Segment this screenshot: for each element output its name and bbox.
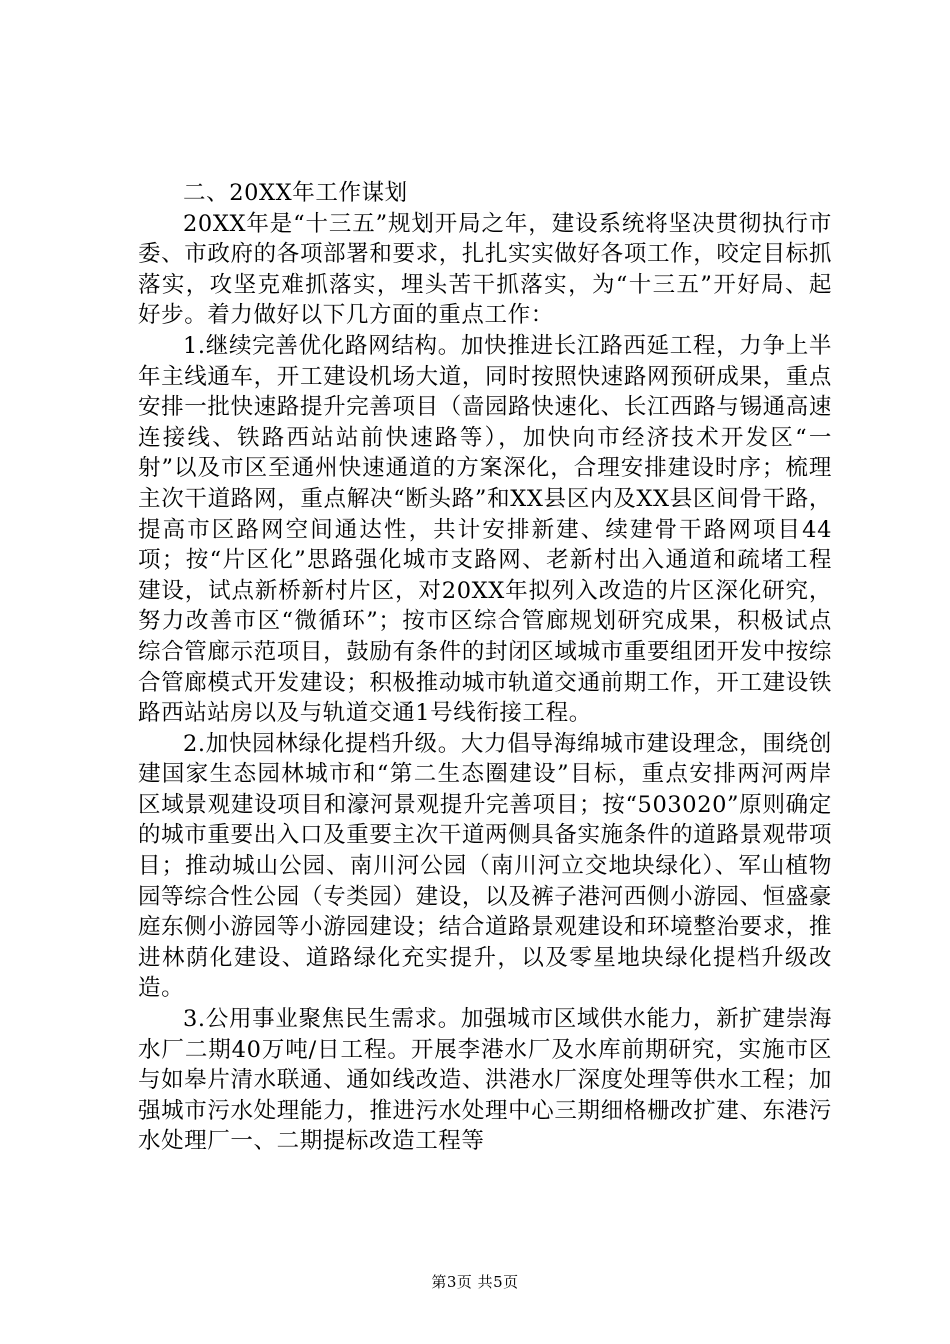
page-footer (0, 1272, 950, 1292)
document-body (138, 178, 832, 1157)
landscaping-paragraph: 2.加快园林绿化提档升级。大力倡导海绵城市建设理念，围绕创建国家生态园林城市和“第二生态圈建设”目标，重点安排两河两岸区域景观建设项目和濠河景观提升完善项目；按“503020”原则确定的城市重要出入口及重要主次干道两侧具备实施条件的道路景观带项目；推动城山公园、南川河公园（南川河立交地块绿化）、军山植物园等综合性公园（专类园）建设，以及裤子港河西侧小游园、恒盛豪庭东侧小游园等小游园建设；结合道路景观建设和环境整治要求，推进林荫化建设、道路绿化充实提升，以及零星地块绿化提档升级改造。 (138, 730, 832, 1002)
road-network-paragraph: 1.继续完善优化路网结构。加快推进长江路西延工程，力争上半年主线通车，开工建设机场大道，同时按照快速路网预研成果，重点安排一批快速路提升完善项目（啬园路快速化、长江西路与锡通高速连接线、铁路西站站前快速路等），加快向市经济技术开发区“一射”以及市区至通州快速通道的方案深化，合理安排建设时序；梳理主次干道路网，重点解决“断头路”和XX县区内及XX县区间骨干路，提高市区路网空间通达性，共计安排新建、续建骨干路网项目44项；按“片区化”思路强化城市支路网、老新村出入通道和疏堵工程建设，试点新桥新村片区，对20XX年拟列入改造的片区深化研究，努力改善市区“微循环”；按市区综合管廊规划研究成果，积极试点综合管廊示范项目，鼓励有条件的封闭区域城市重要组团开发中按综合管廊模式开发建设；积极推动城市轨道交通前期工作，开工建设铁路西站站房以及与轨道交通1号线衔接工程。 (138, 332, 832, 727)
intro-paragraph: 20XX年是“十三五”规划开局之年，建设系统将坚决贯彻执行市委、市政府的各项部署和要求，扎扎实实做好各项工作，咬定目标抓落实，攻坚克难抓落实，埋头苦干抓落实，为“十三五”开好局、起好步。着力做好以下几方面的重点工作： (138, 210, 832, 329)
public-utilities-paragraph: 3.公用事业聚焦民生需求。加强城市区域供水能力，新扩建崇海水厂二期40万吨/日工程。开展李港水厂及水库前期研究，实施市区与如皋片清水联通、通如线改造、洪港水厂深度处理等供水工程；加强城市污水处理能力，推进污水处理中心三期细格栅改扩建、东港污水处理厂一、二期提标改造工程等 (138, 1006, 832, 1155)
page-number: 第3页 共5页 (431, 1273, 519, 1291)
section-heading: 二、20XX年工作谋划 (183, 180, 408, 206)
